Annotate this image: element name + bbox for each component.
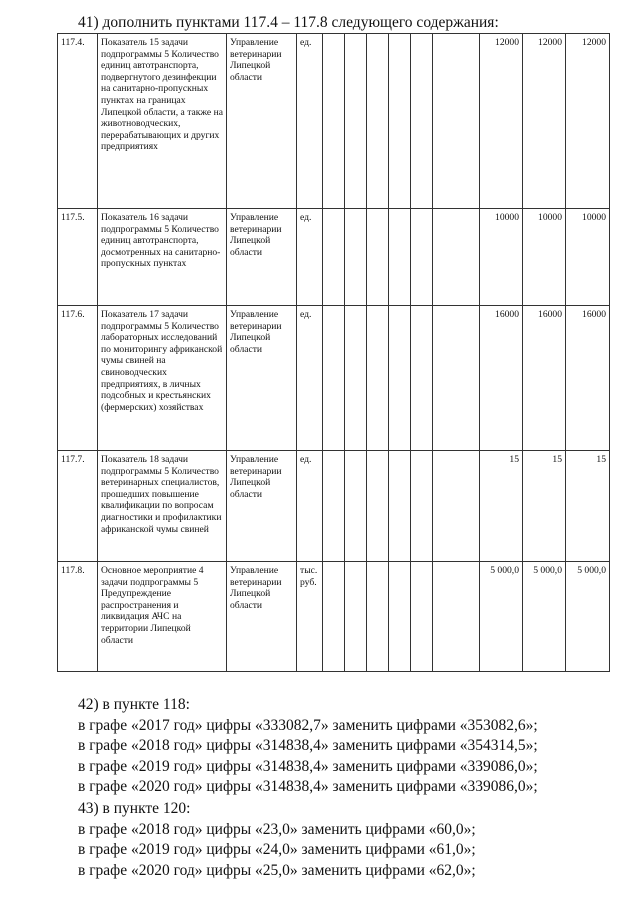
empty-cell [323,34,345,209]
executor: Управление ветеринарии Липецкой области [227,209,297,306]
unit: ед. [297,451,323,562]
empty-cell [367,209,389,306]
indicator-name: Показатель 15 задачи подпрограммы 5 Количество единиц автотранспорта, подвергнутого дезинфекции на санитарно-пропускных пунктах на границах Липецкой области, а также на животноводческих, перерабатывающих и других предприятиях [98,34,227,209]
empty-cell [433,562,480,672]
row-code: 117.8. [58,562,98,672]
value-2: 5 000,0 [523,562,566,672]
value-2: 12000 [523,34,566,209]
empty-cell [433,34,480,209]
empty-cell [389,562,411,672]
value-3: 5 000,0 [566,562,610,672]
row-code: 117.7. [58,451,98,562]
executor: Управление ветеринарии Липецкой области [227,562,297,672]
empty-cell [345,209,367,306]
section-42-line: в графе «2020 год» цифры «314838,4» заменить цифрами «339086,0»; [78,778,538,795]
section-42-title: 42) в пункте 118: [78,696,190,713]
section-43-line: в графе «2018 год» цифры «23,0» заменить цифрами «60,0»; [78,820,476,838]
value-1: 15 [480,451,523,562]
empty-cell [367,451,389,562]
section-42 [78,695,538,798]
section-42-line: в графе «2017 год» цифры «333082,7» заменить цифрами «353082,6»; [78,716,538,734]
section-43-title: 43) в пункте 120: [78,800,191,817]
indicator-name: Показатель 16 задачи подпрограммы 5 Количество единиц автотранспорта, досмотренных на санитарно-пропускных пунктах [98,209,227,306]
unit: ед. [297,306,323,451]
table-body [58,34,610,672]
empty-cell [323,306,345,451]
empty-cell [345,306,367,451]
executor: Управление ветеринарии Липецкой области [227,451,297,562]
value-3: 12000 [566,34,610,209]
value-2: 15 [523,451,566,562]
empty-cell [433,209,480,306]
section-41-heading: 41) дополнить пунктами 117.4 – 117.8 следующего содержания: [78,14,499,31]
value-1: 5 000,0 [480,562,523,672]
value-2: 10000 [523,209,566,306]
section-42-line: в графе «2019 год» цифры «314838,4» заменить цифрами «339086,0»; [78,757,538,775]
table-row [58,306,610,451]
unit: тыс. руб. [297,562,323,672]
empty-cell [389,34,411,209]
section-42-line: в графе «2018 год» цифры «314838,4» заменить цифрами «354314,5»; [78,737,538,754]
section-43-line: в графе «2020 год» цифры «25,0» заменить цифрами «62,0»; [78,861,476,879]
empty-cell [367,562,389,672]
unit: ед. [297,34,323,209]
table-row [58,209,610,306]
empty-cell [433,451,480,562]
unit: ед. [297,209,323,306]
value-1: 10000 [480,209,523,306]
row-code: 117.6. [58,306,98,451]
row-code: 117.5. [58,209,98,306]
value-2: 16000 [523,306,566,451]
indicator-name: Показатель 18 задачи подпрограммы 5 Количество ветеринарных специалистов, прошедших повышение квалификации по вопросам диагностики и профилактики африканской чумы свиней [98,451,227,562]
empty-cell [411,34,433,209]
value-3: 15 [566,451,610,562]
indicator-name: Показатель 17 задачи подпрограммы 5 Количество лабораторных исследований по мониторингу африканской чумы свиней на свиноводческих предприятиях, в личных подсобных и крестьянских (фермерских) хозяйствах [98,306,227,451]
empty-cell [323,451,345,562]
section-43-line: в графе «2019 год» цифры «24,0» заменить цифрами «61,0»; [78,841,476,858]
empty-cell [367,306,389,451]
empty-cell [389,209,411,306]
table-row [58,562,610,672]
empty-cell [411,562,433,672]
table-row [58,34,610,209]
empty-cell [411,209,433,306]
empty-cell [433,306,480,451]
value-1: 12000 [480,34,523,209]
empty-cell [345,451,367,562]
empty-cell [367,34,389,209]
table-row [58,451,610,562]
empty-cell [411,306,433,451]
value-1: 16000 [480,306,523,451]
executor: Управление ветеринарии Липецкой области [227,34,297,209]
value-3: 16000 [566,306,610,451]
empty-cell [345,562,367,672]
executor: Управление ветеринарии Липецкой области [227,306,297,451]
row-code: 117.4. [58,34,98,209]
value-3: 10000 [566,209,610,306]
empty-cell [345,34,367,209]
section-43 [78,799,476,881]
indicators-table [57,33,610,672]
empty-cell [389,306,411,451]
empty-cell [389,451,411,562]
indicator-name: Основное мероприятие 4 задачи подпрограммы 5 Предупреждение распространения и ликвидация АЧС на территории Липецкой области [98,562,227,672]
empty-cell [411,451,433,562]
empty-cell [323,209,345,306]
empty-cell [323,562,345,672]
